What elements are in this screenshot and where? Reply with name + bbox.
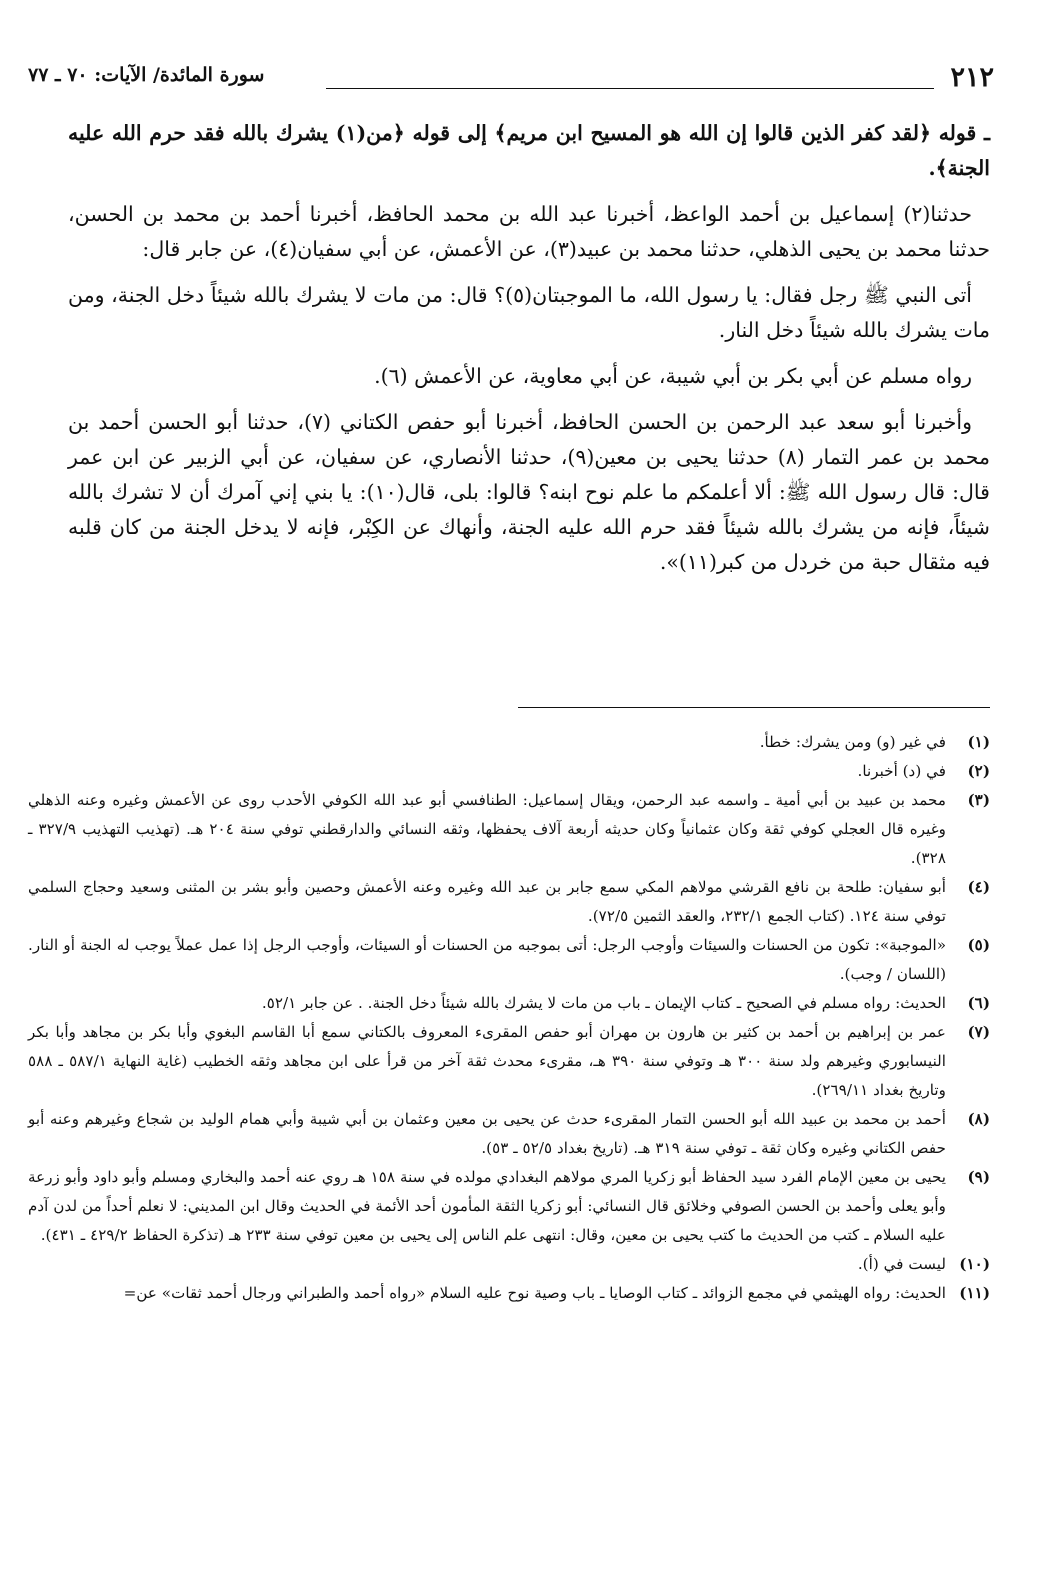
footnote-text: أحمد بن محمد بن عبيد الله أبو الحسن التمار المقرىء حدث عن يحيى بن معين وعثمان بن أبي شيبة وأبي همام الوليد بن شجاع وغيرهم وعنه أبو حفص الكتاني وغيره وكان ثقة ـ توفي سنة ٣١٩ هـ. (تاريخ بغداد ٥٢/٥ ـ ٥٣). — [28, 1110, 946, 1157]
footnote-11 — [28, 1279, 990, 1308]
footnote-1 — [28, 728, 990, 757]
footnote-number: (٥) — [967, 936, 990, 954]
footnote-number: (٤) — [967, 878, 990, 896]
footnote-3 — [28, 786, 990, 873]
footnote-text: في غير (و) ومن يشرك: خطأ. — [759, 733, 946, 751]
footnote-number: (٣) — [967, 791, 990, 809]
narration-note: رواه مسلم عن أبي بكر بن أبي شيبة، عن أبي معاوية، عن الأعمش (٦). — [374, 364, 972, 388]
footnote-text: عمر بن إبراهيم بن أحمد بن كثير بن هارون بن مهران أبو حفص المقرىء المعروف بالكتاني سمع أبا القاسم البغوي وأبا بكر بن مجاهد وأبا بكر النيسابوري وغيرهم ولد سنة ٣٠٠ هـ وتوفي سنة ٣٩٠ هـ، مقرىء محدث ثقة آخر من قرأ على ابن مجاهد وثقه الخطيب (غاية النهاية ٥٨٧/١ ـ ٥٨٨ وتاريخ بغداد ٢٦٩/١١). — [28, 1023, 946, 1099]
footnotes — [28, 728, 990, 1308]
header-rule — [326, 88, 934, 89]
main-text — [68, 116, 990, 591]
footnote-number: (٩) — [967, 1168, 990, 1186]
isnad-paragraph-1: حدثنا(٢) إسماعيل بن أحمد الواعظ، أخبرنا عبد الله بن محمد الحافظ، أخبرنا أحمد بن محمد بن الحسن، حدثنا محمد بن يحيى الذهلي، حدثنا محمد بن عبيد(٣)، عن الأعمش، عن أبي سفيان(٤)، عن جابر قال: — [68, 202, 990, 261]
footnote-number: (٢) — [967, 762, 990, 780]
running-title: سورة المائدة/ الآيات: ٧٠ ـ ٧٧ — [28, 64, 265, 86]
quran-verse-heading: ـ قوله ﴿لقد كفر الذين قالوا إن الله هو المسيح ابن مريم﴾ إلى قوله ﴿من(١) يشرك بالله فقد حرم الله عليه الجنة﴾. — [68, 121, 991, 180]
footnote-text: أبو سفيان: طلحة بن نافع القرشي مولاهم المكي سمع جابر بن عبد الله وغيره وعنه الأعمش وحصين وأبو بشر بن المثنى وسعيد وحجاج السلمي توفي سنة ١٢٤. (كتاب الجمع ٢٣٢/١، والعقد الثمين ٧٢/٥). — [28, 878, 946, 925]
footnote-text: في (د) أخبرنا. — [857, 762, 946, 780]
footnote-number: (١٠) — [959, 1255, 990, 1273]
footnote-text: ليست في (أ). — [857, 1255, 946, 1273]
footnote-9 — [28, 1163, 990, 1250]
footnote-text: يحيى بن معين الإمام الفرد سيد الحفاظ أبو زكريا المري مولاهم البغدادي مولده في سنة ١٥٨ هـ روي عنه أحمد والبخاري ومسلم وأبو داود وأبو زرعة وأبو يعلى وأحمد بن الحسن الصوفي وخلائق قال النسائي: أبو زكريا الثقة المأمون أحد الأئمة في الحديث وقال ابن المديني: لا نعلم أحداً من لدن آدم عليه السلام ـ كتب من الحديث ما كتب يحيى بن معين، وقال: انتهى علم الناس إلى يحيى بن معين توفي سنة ٢٣٣ هـ (تذكرة الحفاظ ٤٢٩/٢ ـ ٤٣١). — [28, 1168, 947, 1244]
footnote-number: (٧) — [967, 1023, 990, 1041]
footnote-6 — [28, 989, 990, 1018]
footnote-text: «الموجبة»: تكون من الحسنات والسيئات وأوجب الرجل: أتى بموجبه من الحسنات أو السيئات، وأوجب الرجل إذا عمل عملاً يوجب له الجنة أو النار. (اللسان / وجب). — [28, 936, 946, 983]
footnote-text: الحديث: رواه مسلم في الصحيح ـ كتاب الإيمان ـ باب من مات لا يشرك بالله شيئاً دخل الجنة. . عن جابر ٥٢/١. — [261, 994, 946, 1012]
footnote-5 — [28, 931, 990, 989]
footnote-number: (١١) — [959, 1284, 990, 1302]
footnote-7 — [28, 1018, 990, 1105]
footnote-number: (٨) — [967, 1110, 990, 1128]
footnote-text: الحديث: رواه الهيثمي في مجمع الزوائد ـ كتاب الوصايا ـ باب وصية نوح عليه السلام «رواه أحمد والطبراني ورجال أحمد ثقات» عن= — [123, 1284, 946, 1302]
isnad-paragraph-2: وأخبرنا أبو سعد عبد الرحمن بن الحسن الحافظ، أخبرنا أبو حفص الكتاني (٧)، حدثنا أبو الحسن أحمد بن محمد بن عمر التمار (٨) حدثنا يحيى بن معين(٩)، حدثنا الأنصاري، عن سفيان، عن أبي الزبير عن ابن عمر قال: قال رسول الله ﷺ: ألا أعلمكم ما علم نوح ابنه؟ قالوا: بلى، قال(١٠): يا بني إني آمرك أن لا تشرك بالله شيئاً، فإنه من يشرك بالله شيئاً فقد حرم الله عليه الجنة، وأنهاك عن الكِبْر، فإنه لا يدخل الجنة من كان قلبه فيه مثقال حبة من خردل من كبر(١١)». — [68, 410, 990, 574]
footnote-4 — [28, 873, 990, 931]
footnote-2 — [28, 757, 990, 786]
footnote-separator — [518, 707, 990, 708]
hadith-text-1: أتى النبي ﷺ رجل فقال: يا رسول الله، ما الموجبتان(٥)؟ قال: من مات لا يشرك بالله شيئاً دخل الجنة، ومن مات يشرك بالله شيئاً دخل النار. — [68, 283, 990, 342]
footnote-number: (٦) — [967, 994, 990, 1012]
footnote-number: (١) — [967, 733, 990, 751]
page-number: ٢١٢ — [950, 62, 994, 93]
footnote-8 — [28, 1105, 990, 1163]
page-header — [28, 62, 994, 98]
footnote-text: محمد بن عبيد بن أبي أمية ـ واسمه عبد الرحمن، ويقال إسماعيل: الطنافسي أبو عبد الله الكوفي الأحدب روى عن الأعمش وغيره وعنه الذهلي وغيره قال العجلي كوفي ثقة وكان عثمانياً وكان حديثه أربعة آلاف يحفظها، وثقه النسائي والدارقطني توفي سنة ٢٠٤ هـ. (تهذيب التهذيب ٣٢٧/٩ ـ ٣٢٨). — [28, 791, 946, 867]
footnote-10 — [28, 1250, 990, 1279]
